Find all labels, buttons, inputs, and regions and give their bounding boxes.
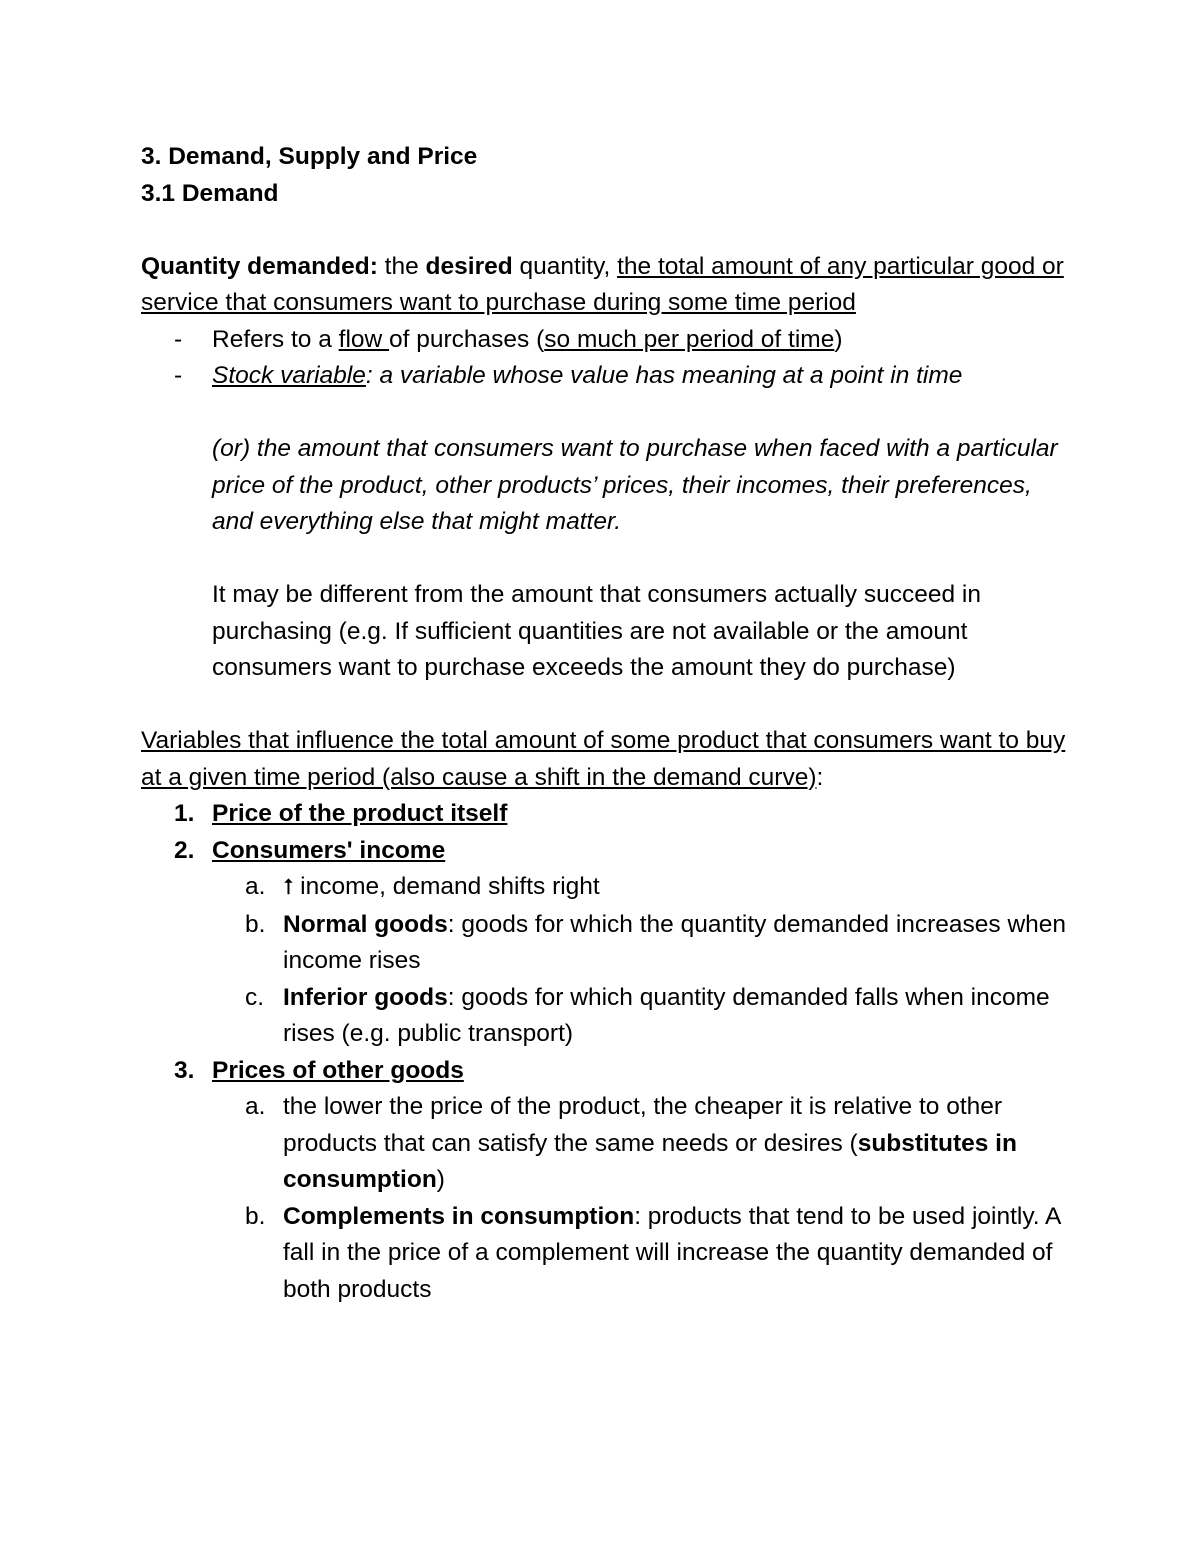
- definition-term: Quantity demanded:: [141, 252, 378, 280]
- spacer: [141, 687, 1071, 724]
- text-run: income, demand shifts right: [293, 873, 600, 900]
- section-heading: 3. Demand, Supply and Price: [141, 143, 478, 170]
- may-differ-paragraph: It may be different from the amount that consumers actually succeed in purchasing (e.g. If sufficient quantities are not available or the amount consumers want to purchase exceeds the amount they do purchase): [212, 581, 981, 681]
- subsection-heading: 3.1 Demand: [141, 179, 279, 207]
- stock-variable-term: Stock variable: [212, 362, 366, 389]
- quantity-demanded-definition: [141, 249, 1071, 322]
- text-run: ): [834, 325, 843, 353]
- sublist-marker: a.: [245, 873, 266, 900]
- underlined-definition: the total amount of any particular good or service that consumers want to purchase during some time period: [141, 252, 1064, 316]
- variables-intro: [141, 723, 1071, 796]
- bullet-flow: [141, 322, 1071, 359]
- underlined-flow: flow: [338, 325, 390, 353]
- text-run: ): [436, 1166, 445, 1193]
- text-run: : products that tend to be used jointly. A fall in the price of a complement will increase the quantity demanded of both products: [283, 1202, 1061, 1303]
- sublist-marker: b.: [245, 1202, 266, 1230]
- sublist-item-substitutes: [141, 1089, 1071, 1199]
- text-run: :: [816, 763, 824, 791]
- bullet-stock-variable: [141, 358, 1071, 395]
- text-run: : goods for which the quantity demanded increases when income rises: [283, 910, 1067, 974]
- text-run: Refers to a: [212, 325, 339, 353]
- variables-intro-text: Variables that influence the total amount of some product that consumers want to buy at a given time period (also cause a shift in the demand curve): [141, 727, 1066, 791]
- list-number: 1.: [174, 800, 195, 827]
- complements-term: Complements in consumption: [283, 1202, 635, 1230]
- sublist-item-normal-goods: [141, 907, 1071, 980]
- list-label: Prices of other goods: [212, 1056, 464, 1084]
- document-content: [141, 139, 1071, 1308]
- list-number: 2.: [174, 836, 195, 864]
- sublist-marker: b.: [245, 910, 266, 938]
- spacer: [141, 212, 1071, 249]
- text-run: : a variable whose value has meaning at a point in time: [365, 362, 963, 389]
- bullet-marker: -: [174, 325, 183, 353]
- text-run: the lower the price of the product, the cheaper it is relative to other products that can satisfy the same needs or desires (: [283, 1093, 1003, 1157]
- up-arrow-icon: ⭡: [283, 875, 294, 900]
- normal-goods-term: Normal goods: [283, 910, 448, 938]
- list-item-other-prices: [141, 1053, 1071, 1090]
- bullet-marker: -: [174, 362, 183, 389]
- text-run: the: [377, 252, 426, 280]
- spacer: [141, 541, 1071, 578]
- emphasis-desired: desired: [425, 252, 513, 280]
- spacer: [141, 395, 1071, 432]
- text-run: of purchases (: [389, 325, 545, 353]
- substitutes-term: substitutes in consumption: [283, 1129, 1017, 1193]
- list-item-price: [141, 796, 1071, 833]
- underlined-period: so much per period of time: [544, 325, 835, 353]
- text-run: quantity,: [512, 252, 618, 280]
- text-run: : goods for which quantity demanded falls when income rises (e.g. public transport): [283, 983, 1050, 1047]
- sublist-item-income-a: [141, 869, 1071, 907]
- sublist-marker: a.: [245, 1093, 266, 1120]
- list-number: 3.: [174, 1056, 195, 1084]
- sublist-item-complements: [141, 1199, 1071, 1309]
- or-paragraph: (or) the amount that consumers want to purchase when faced with a particular price of the product, other products’ prices, their incomes, their preferences, and everything else that might matter.: [212, 435, 1058, 535]
- list-label: Price of the product itself: [212, 800, 508, 827]
- inferior-goods-term: Inferior goods: [283, 983, 448, 1011]
- list-label: Consumers' income: [212, 836, 446, 864]
- sublist-item-inferior-goods: [141, 980, 1071, 1053]
- list-item-income: [141, 833, 1071, 870]
- sublist-marker: c.: [245, 983, 265, 1011]
